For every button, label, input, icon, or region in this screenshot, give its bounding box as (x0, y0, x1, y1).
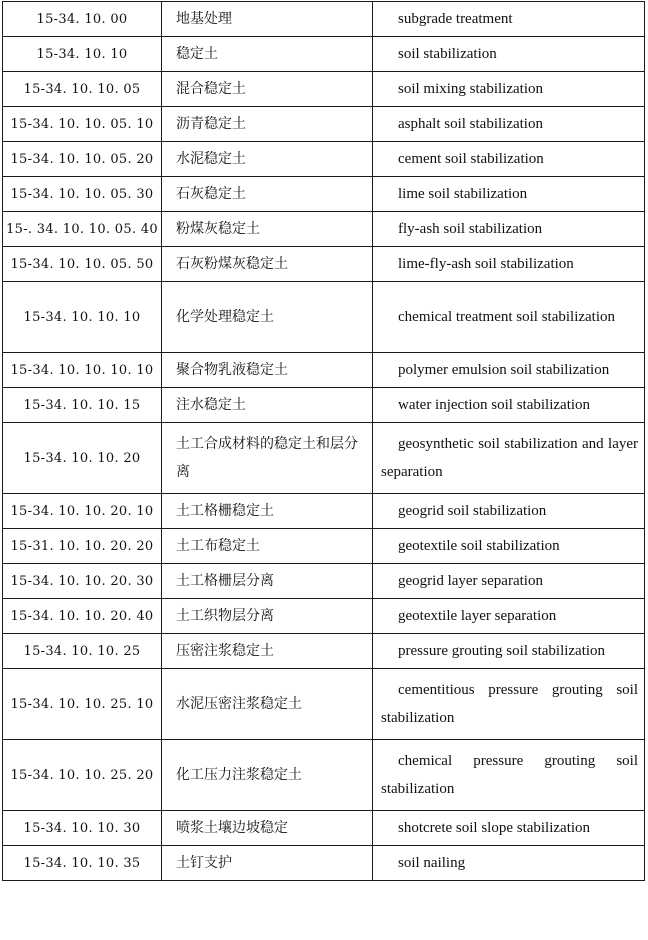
term-english-text: subgrade treatment (398, 11, 513, 27)
term-english-text: soil nailing (398, 855, 466, 871)
term-english (373, 212, 645, 247)
term-chinese: 沥青稳定土 (162, 107, 373, 142)
term-code: 15-34. 10. 10. 05. 50 (3, 247, 162, 282)
term-code: 15-34. 10. 10. 20 (3, 423, 162, 494)
term-english (373, 282, 645, 353)
term-english-text: lime soil stabilization (398, 186, 528, 202)
table-row (3, 669, 645, 740)
table-row (3, 72, 645, 107)
term-english-text: geotextile layer separation (398, 608, 557, 624)
term-english-text: soil stabilization (398, 46, 497, 62)
terms-table (2, 1, 645, 881)
term-english (373, 2, 645, 37)
table-row (3, 247, 645, 282)
term-english (373, 72, 645, 107)
term-chinese: 土工布稳定土 (162, 529, 373, 564)
term-english-text: geogrid soil stabilization (398, 503, 547, 519)
term-chinese: 土工格栅层分离 (162, 564, 373, 599)
term-chinese: 化学处理稳定土 (162, 282, 373, 353)
table-row (3, 846, 645, 881)
term-chinese: 化工压力注浆稳定土 (162, 740, 373, 811)
table-row (3, 37, 645, 72)
term-english-text: soil mixing stabilization (398, 81, 543, 97)
term-english-text: asphalt soil stabilization (398, 116, 543, 132)
table-row (3, 564, 645, 599)
term-english (373, 599, 645, 634)
term-chinese: 水泥压密注浆稳定土 (162, 669, 373, 740)
term-chinese: 石灰粉煤灰稳定土 (162, 247, 373, 282)
term-chinese: 土工合成材料的稳定土和层分离 (162, 423, 373, 494)
term-code: 15-34. 10. 10. 10 (3, 282, 162, 353)
term-code: 15-34. 10. 10. 25. 20 (3, 740, 162, 811)
term-chinese: 稳定土 (162, 37, 373, 72)
table-row (3, 2, 645, 37)
table-row (3, 494, 645, 529)
term-code: 15-31. 10. 10. 20. 20 (3, 529, 162, 564)
term-english-text: lime-fly-ash soil stabilization (398, 256, 574, 272)
term-code: 15-34. 10. 10. 20. 10 (3, 494, 162, 529)
term-english (373, 740, 645, 811)
term-english-text: pressure grouting soil stabilization (398, 643, 606, 659)
term-english (373, 388, 645, 423)
term-code: 15-34. 10. 10. 35 (3, 846, 162, 881)
term-chinese: 土钉支护 (162, 846, 373, 881)
table-row (3, 811, 645, 846)
term-english (373, 529, 645, 564)
term-code: 15-34. 10. 10. 30 (3, 811, 162, 846)
term-code: 15-34. 10. 10. 20. 40 (3, 599, 162, 634)
term-english (373, 142, 645, 177)
term-code: 15-34. 10. 10. 05. 10 (3, 107, 162, 142)
term-chinese: 地基处理 (162, 2, 373, 37)
term-code: 15-34. 10. 10. 05 (3, 72, 162, 107)
term-english (373, 177, 645, 212)
term-code: 15-. 34. 10. 10. 05. 40 (3, 212, 162, 247)
term-code: 15-34. 10. 00 (3, 2, 162, 37)
term-english-text: chemical pressure grouting soil stabilization (381, 753, 638, 797)
term-chinese: 喷浆土壤边坡稳定 (162, 811, 373, 846)
term-chinese: 压密注浆稳定土 (162, 634, 373, 669)
term-english (373, 37, 645, 72)
term-chinese: 聚合物乳液稳定土 (162, 353, 373, 388)
term-chinese: 混合稳定土 (162, 72, 373, 107)
table-row (3, 388, 645, 423)
term-english (373, 494, 645, 529)
table-row (3, 142, 645, 177)
table-row (3, 107, 645, 142)
table-row (3, 282, 645, 353)
term-english-text: geosynthetic soil stabilization and layer separation (381, 436, 638, 480)
term-english-text: water injection soil stabilization (398, 397, 591, 413)
term-chinese: 土工织物层分离 (162, 599, 373, 634)
table-row (3, 740, 645, 811)
term-chinese: 注水稳定土 (162, 388, 373, 423)
term-english-text: cementitious pressure grouting soil stabilization (381, 682, 638, 726)
table-row (3, 177, 645, 212)
term-code: 15-34. 10. 10. 20. 30 (3, 564, 162, 599)
table-row (3, 634, 645, 669)
table-row (3, 353, 645, 388)
term-english (373, 564, 645, 599)
table-row (3, 529, 645, 564)
term-english-text: shotcrete soil slope stabilization (398, 820, 591, 836)
term-english (373, 423, 645, 494)
term-english (373, 669, 645, 740)
term-code: 15-34. 10. 10. 25. 10 (3, 669, 162, 740)
term-english (373, 353, 645, 388)
term-code: 15-34. 10. 10. 10. 10 (3, 353, 162, 388)
term-code: 15-34. 10. 10. 15 (3, 388, 162, 423)
term-english (373, 846, 645, 881)
term-english-text: cement soil stabilization (398, 151, 544, 167)
term-english-text: geotextile soil stabilization (398, 538, 560, 554)
term-code: 15-34. 10. 10. 05. 30 (3, 177, 162, 212)
term-english (373, 811, 645, 846)
term-english-text: chemical treatment soil stabilization (398, 309, 616, 325)
term-chinese: 水泥稳定土 (162, 142, 373, 177)
term-english-text: polymer emulsion soil stabilization (398, 362, 610, 378)
table-row (3, 212, 645, 247)
table-row (3, 423, 645, 494)
term-english (373, 634, 645, 669)
term-code: 15-34. 10. 10. 05. 20 (3, 142, 162, 177)
term-code: 15-34. 10. 10. 25 (3, 634, 162, 669)
term-chinese: 石灰稳定土 (162, 177, 373, 212)
table-row (3, 599, 645, 634)
term-chinese: 土工格栅稳定土 (162, 494, 373, 529)
term-english (373, 247, 645, 282)
term-english (373, 107, 645, 142)
term-english-text: fly-ash soil stabilization (398, 221, 543, 237)
term-code: 15-34. 10. 10 (3, 37, 162, 72)
term-chinese: 粉煤灰稳定土 (162, 212, 373, 247)
term-english-text: geogrid layer separation (398, 573, 543, 589)
